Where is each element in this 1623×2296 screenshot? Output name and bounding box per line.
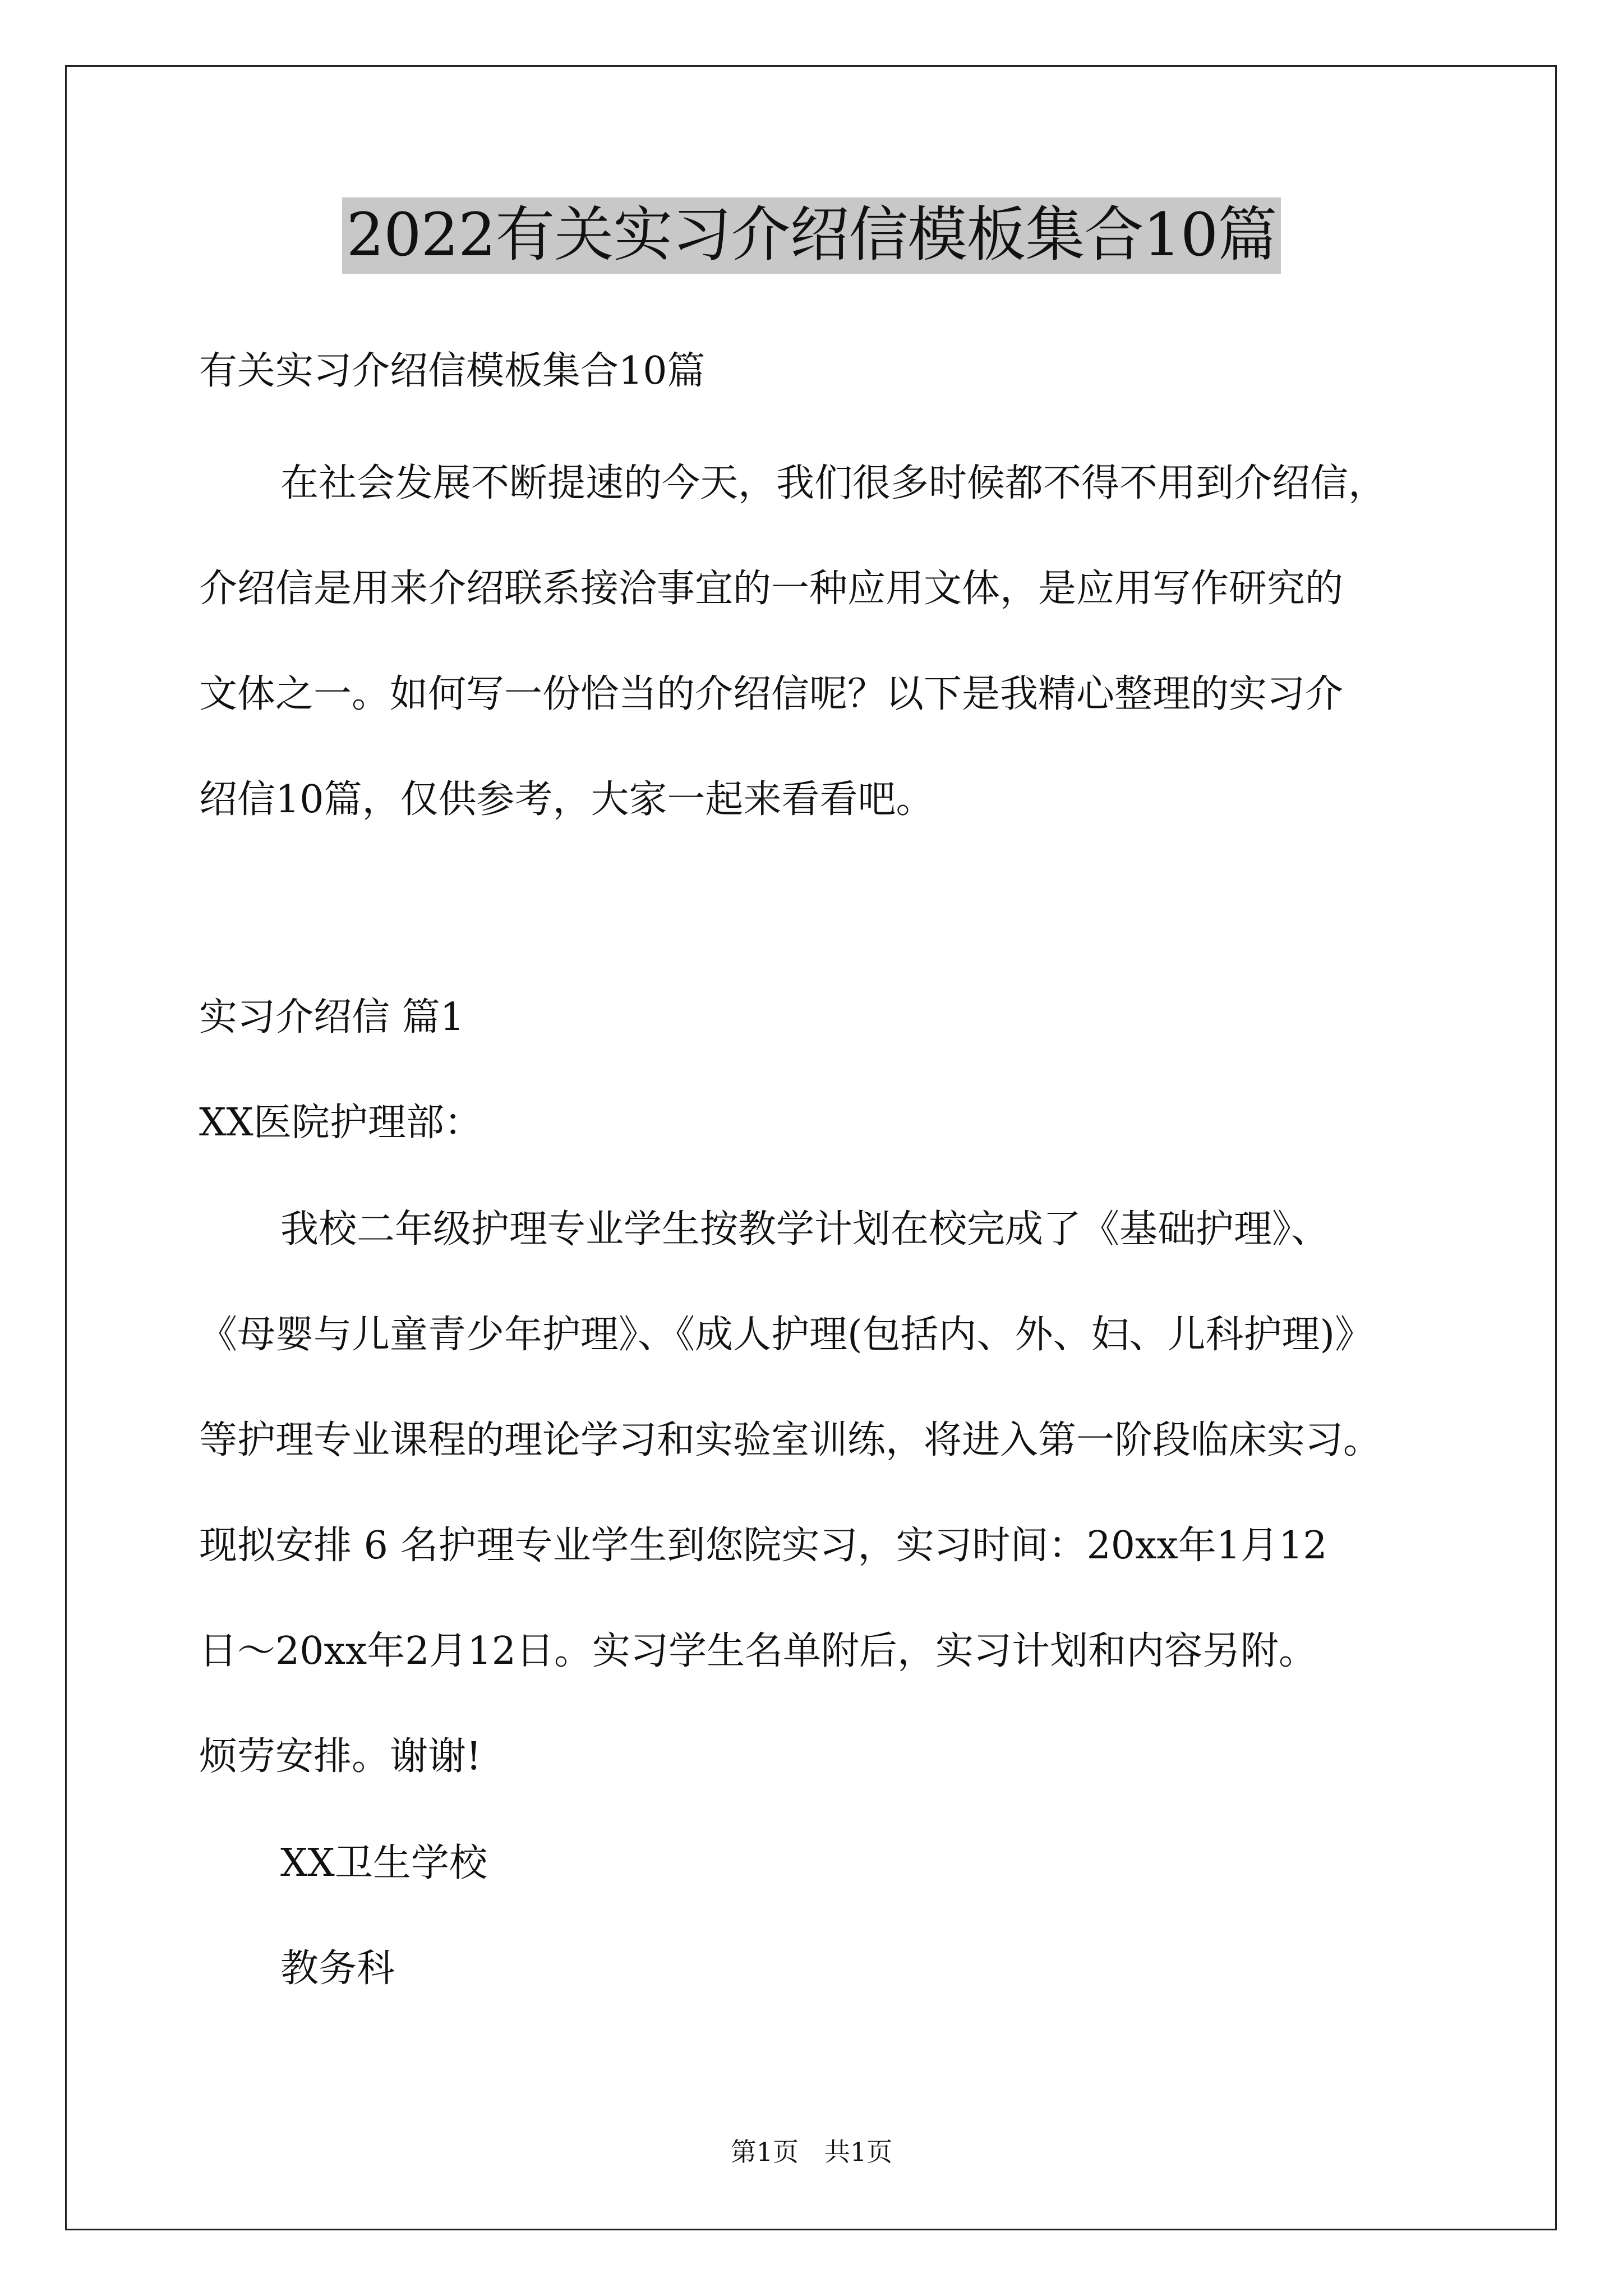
salutation: XX医院护理部： <box>199 1101 482 1145</box>
subtitle-line: 有关实习介绍信模板集合10篇 <box>199 349 706 393</box>
section-heading: 实习介绍信 篇1 <box>199 995 464 1039</box>
paragraph-line: 介绍信是用来介绍联系接洽事宜的一种应用文体，是应用写作研究的 <box>199 567 1344 611</box>
paragraph-line: 现拟安排 6 名护理专业学生到您院实习，实习时间：20xx年1月12 <box>199 1524 1327 1568</box>
paragraph-line: 等护理专业课程的理论学习和实验室训练，将进入第一阶段临床实习。 <box>199 1418 1382 1462</box>
paragraph-line: 在社会发展不断提速的今天，我们很多时候都不得不用到介绍信， <box>280 461 1387 505</box>
paragraph-line: 日～20xx年2月12日。实习学生名单附后，实习计划和内容另附。 <box>199 1629 1317 1673</box>
signature-school: XX卫生学校 <box>280 1841 487 1885</box>
document-title-text: 2022有关实习介绍信模板集合10篇 <box>342 197 1281 274</box>
document-title <box>0 197 1623 274</box>
signature-department: 教务科 <box>280 1947 395 1991</box>
paragraph-line: 我校二年级护理专业学生按教学计划在校完成了《基础护理》、 <box>280 1207 1330 1251</box>
paragraph-line: 烦劳安排。谢谢! <box>199 1734 482 1779</box>
paragraph-line: 《母婴与儿童青少年护理》、《成人护理(包括内、外、妇、儿科护理)》 <box>199 1313 1373 1357</box>
page-footer: 第1页 共1页 <box>730 2137 893 2167</box>
paragraph-line: 绍信10篇，仅供参考，大家一起来看看吧。 <box>199 777 934 822</box>
paragraph-line: 文体之一。如何写一份恰当的介绍信呢？以下是我精心整理的实习介 <box>199 672 1344 716</box>
